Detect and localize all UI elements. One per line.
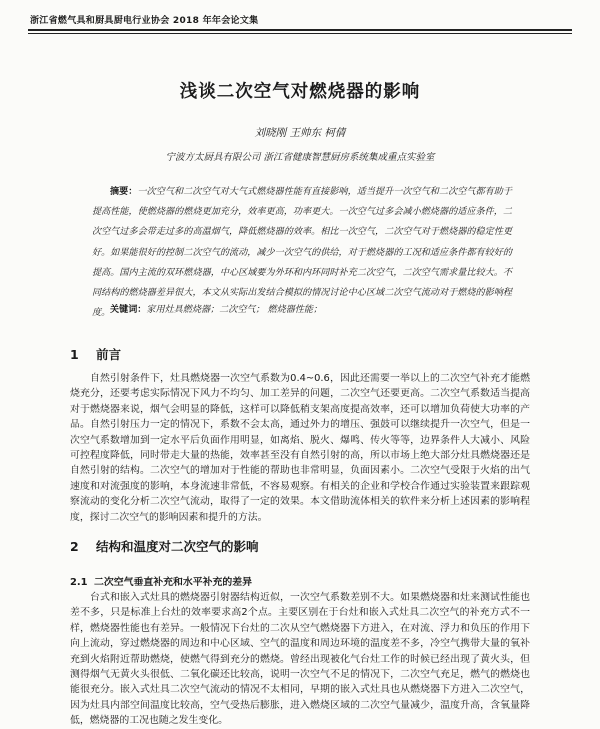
abstract-text: 一次空气和二次空气对大气式燃烧器性能有直接影响，适当提升一次空气和二次空气都有助于提高性能，使燃烧器的燃烧更加充分，效率更高，功率更大。一次空气过多会减小燃烧器的适应条件，二次空气过多会带走过多的高温烟气，降低燃烧器的效率。相比一次空气，二次空气对于燃烧器的稳定性更好。如果能很好的控制二次空气的流动，减少一次空气的供给，对于燃烧器的工况和适应条件都有较好的提高。国内主流的双环燃烧器，中心区域要为外环和内环同时补充二次空气，二次空气需求量比较大。不同结构的燃烧器差异很大，本文从实际出发结合模拟的情况讨论中心区域二次空气流动对于燃烧的影响程度。 xyxy=(92,187,512,319)
section-1-heading xyxy=(70,345,121,363)
section-1-title: 前言 xyxy=(96,347,122,362)
header-rule xyxy=(28,29,572,34)
keywords-label: 关键词： xyxy=(110,305,147,315)
keywords-text: 家用灶具燃烧器；二次空气； 燃烧器性能； xyxy=(146,305,323,315)
section-1-paragraph: 自然引射条件下，灶具燃烧器一次空气系数为0.4~0.6，因此还需要一举以上的二次空气补充才能燃烧充分，还要考虑实际情况下风力不均匀、加工差异的问题，二次空气还要更高。二次空气系数适当提高对于燃烧器来说，烟气会明显的降低，这样可以降低稍支架高度提高效率，还可以增加负荷使大功率的产品。自然引射压力一定的情况下，系数不会太高，通过外力的增压、强鼓可以继续提升一次空气，但是一次空气系数增加到一定水平后负面作用明显，如离焰、脱火、爆鸣、传火等等，边界条件人大减小、风险可控程度降低，同时带走大量的热能，效率甚至没有自然引射的高，所以市场上绝大部分灶具燃烧器还是自然引射的结构。二次空气的增加对于性能的帮助也非常明显，负面因素小。二次空气受限于火焰的出气速度和对流强度的影响，本身流速非常低，不容易观察。有相关的企业和学校合作通过实验装置来跟踪观察流动的变化分析二次空气流动，取得了一定的效果。本文借助流体相关的软件来分析上述因素的影响程度，探讨二次空气的影响因素和提升的方法。 xyxy=(70,373,530,523)
running-header: 浙江省燃气具和厨具厨电行业协会 2018 年年会论文集 xyxy=(30,16,259,26)
subsection-2-1-title: 二次空气垂直补充和水平补充的差异 xyxy=(94,577,253,588)
paper-title: 浅谈二次空气对燃烧器的影响 xyxy=(179,82,421,102)
section-1-number: 1 xyxy=(70,347,79,362)
paper-authors: 刘晓刚 王帅东 柯倩 xyxy=(254,127,346,139)
keywords xyxy=(110,302,510,315)
abstract-label: 摘要： xyxy=(110,187,138,197)
section-2-title: 结构和温度对二次空气的影响 xyxy=(96,539,259,554)
section-2-heading xyxy=(70,537,259,555)
section-2-number: 2 xyxy=(70,539,79,554)
paper-affiliation: 宁波方太厨具有限公司 浙江省健康智慧厨房系统集成重点实验室 xyxy=(165,152,435,163)
section-2-paragraph: 台式和嵌入式灶具的燃烧器引射器结构近似，一次空气系数差别不大。如果燃烧器和灶来测试性能也差不多，只是标准上台灶的效率要求高2个点。主要区别在于台灶和嵌入式灶具二次空气的补充方式不一样，燃烧器性能也有差异。一般情况下台灶的二次从空气燃烧器下方进入，在对流、浮力和负压的作用下向上流动，穿过燃烧器的周边和中心区域、空气的温度和周边环境的温度差不多，冷空气携带大量的氧补充到火焰附近帮助燃烧，使燃气得到充分的燃烧。曾经出现被化气台灶工作的时候已经出现了黄火头，但测得烟气无黄火头很低、二氧化碳还比较高，说明一次空气不足的情况下，二次空气充足，燃气的燃烧也能很充分。嵌入式灶具二次空气流动的情况不太相同，早期的嵌入式灶具也从燃烧器下方进入二次空气，因为灶具内部空间温度比较高，空气受热后膨胀，进入燃烧区域的二次空气量减少，温度升高，含氧量降低，燃烧器的工况也随之发生变化。 xyxy=(70,592,530,727)
subsection-2-1-number: 2.1 xyxy=(70,577,88,588)
subsection-2-1-heading xyxy=(70,574,252,588)
